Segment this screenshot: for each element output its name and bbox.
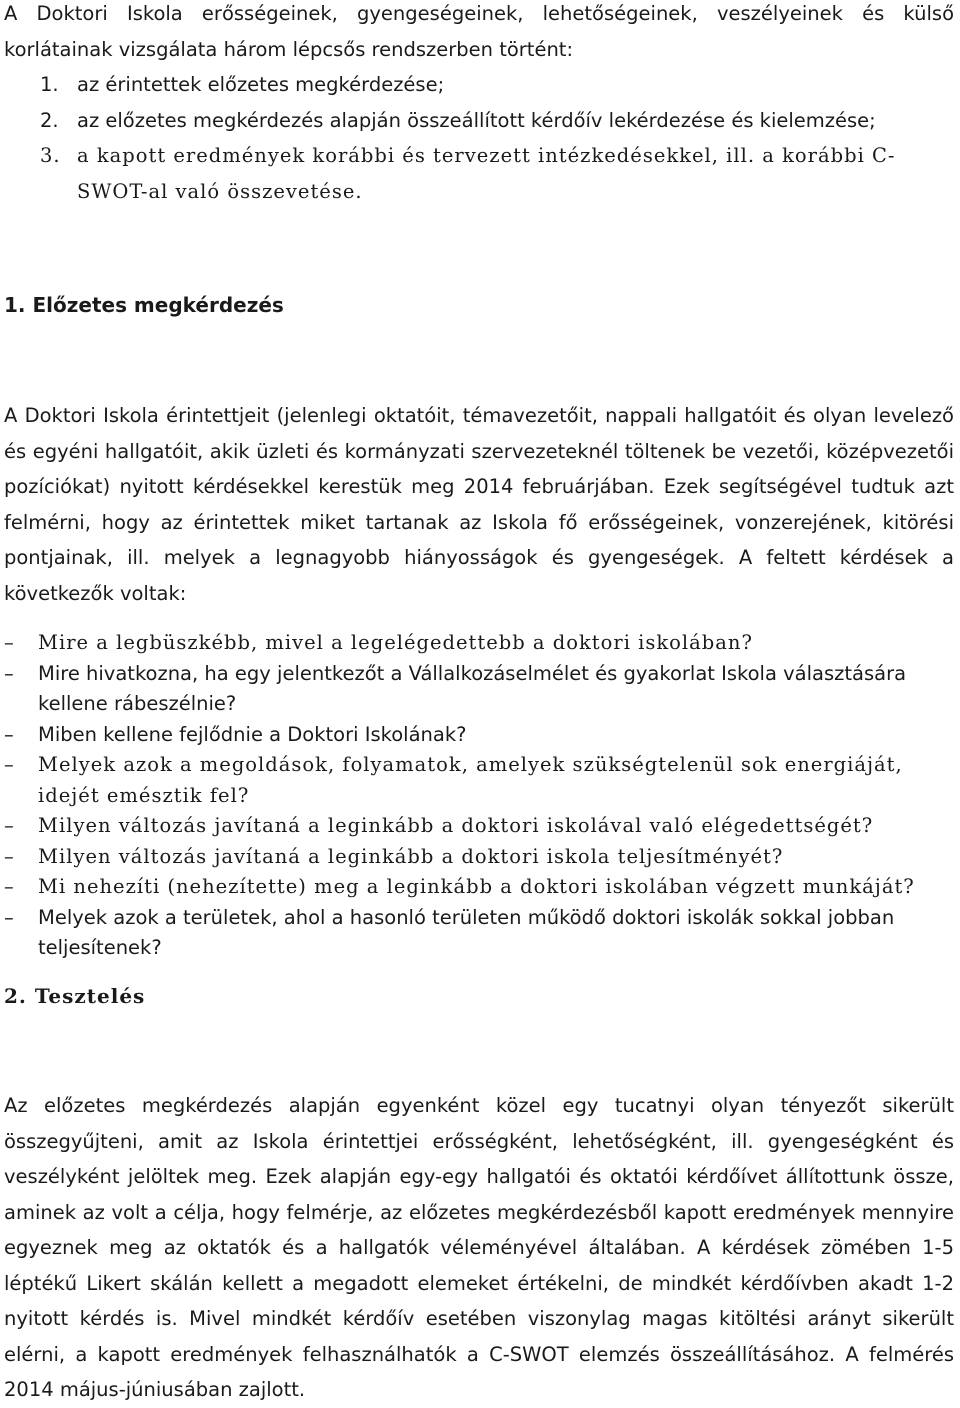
- question-text: Mire a legbüszkébb, mivel a legelégedettebb a doktori iskolában?: [38, 631, 753, 654]
- list-item: [4, 903, 954, 964]
- question-text: Miben kellene fejlődnie a Doktori Iskolának?: [38, 722, 467, 746]
- question-text: Melyek azok a megoldások, folyamatok, amelyek szükségtelenül sok energiáját, idejét emésztik fel?: [38, 753, 903, 807]
- list-item: [4, 103, 954, 139]
- questions-list: [4, 628, 954, 964]
- dash-bullet: –: [4, 661, 14, 685]
- list-item: [4, 138, 954, 209]
- dash-bullet: –: [4, 722, 14, 746]
- list-item: [4, 872, 954, 903]
- list-item: [4, 842, 954, 873]
- dash-bullet: –: [4, 905, 14, 929]
- list-item: [4, 628, 954, 659]
- list-item: [4, 659, 954, 720]
- intro-paragraph: A Doktori Iskola erősségeinek, gyengeségeinek, lehetőségeinek, veszélyeinek és külső korlátainak vizsgálata három lépcsős rendszerben történt:: [4, 2, 954, 61]
- intro-steps-list: [4, 67, 954, 209]
- section2-paragraph: Az előzetes megkérdezés alapján egyenként közel egy tucatnyi olyan tényezőt sikerült összegyűjteni, amit az Iskola érintettjei erősségként, lehetőségként, ill. gyengeségként és veszélyként jelöltek meg. Ezek alapján egy-egy hallgatói és oktatói kérdőívet állítottunk össze, aminek az volt a célja, hogy felmérje, az előzetes megkérdezésből kapott eredmények mennyire egyeznek meg az oktatók és a hallgatók véleményével általában. A kérdések zömében 1-5 léptékű Likert skálán kellett a megadott elemeket értékelni, de mindkét kérdőívben akadt 1-2 nyitott kérdés is. Mivel mindkét kérdőív esetében viszonylag magas kitöltési arányt sikerült elérni, a kapott eredmények felhasználhatók a C-SWOT elemzés összeállításához. A felmérés 2014 május-júniusában zajlott.: [4, 1094, 954, 1401]
- list-item: [4, 811, 954, 842]
- list-item-text: az érintettek előzetes megkérdezése;: [77, 73, 445, 96]
- list-number: 3.: [40, 144, 61, 167]
- list-number: 1.: [40, 73, 59, 96]
- dash-bullet: –: [4, 844, 15, 868]
- section-heading-teszteles: 2. Tesztelés: [4, 984, 146, 1008]
- question-text: Mi nehezíti (nehezítette) meg a leginkább a doktori iskolában végzett munkáját?: [38, 875, 915, 898]
- question-text: Mire hivatkozna, ha egy jelentkezőt a Vállalkozáselmélet és gyakorlat Iskola választására kellene rábeszélnie?: [38, 661, 907, 715]
- list-number: 2.: [40, 108, 59, 132]
- question-text: Milyen változás javítaná a leginkább a doktori iskola teljesítményét?: [38, 844, 784, 868]
- list-item: [4, 720, 954, 751]
- section1-paragraph: A Doktori Iskola érintettjeit (jelenlegi oktatóit, témavezetőit, nappali hallgatóit és olyan levelező és egyéni hallgatóit, akik üzleti és kormányzati szervezeteknél töltenek be vezetői, középvezetői pozíciókat) nyitott kérdésekkel kerestük meg 2014 februárjában. Ezek segítségével tudtuk azt felmérni, hogy az érintettek miket tartanak az Iskola fő erősségeinek, vonzerejének, kitörési pontjainak, ill. melyek a legnagyobb hiányosságok és gyengeségek. A feltett kérdések a következők voltak:: [4, 404, 954, 605]
- dash-bullet: –: [4, 631, 15, 654]
- section-heading-elozetes: 1. Előzetes megkérdezés: [4, 293, 284, 317]
- list-item: [4, 750, 954, 811]
- dash-bullet: –: [4, 875, 15, 898]
- question-text: Milyen változás javítaná a leginkább a doktori iskolával való elégedettségét?: [38, 814, 874, 837]
- dash-bullet: –: [4, 753, 15, 776]
- question-text: Melyek azok a területek, ahol a hasonló területen működő doktori iskolák sokkal jobban teljesítenek?: [38, 905, 895, 959]
- document-page: [4, 0, 954, 209]
- list-item: [4, 67, 954, 103]
- list-item-text: az előzetes megkérdezés alapján összeállított kérdőív lekérdezése és kielemzése;: [77, 108, 876, 132]
- dash-bullet: –: [4, 814, 15, 837]
- list-item-text: a kapott eredmények korábbi és tervezett intézkedésekkel, ill. a korábbi C-SWOT-al való összevetése.: [77, 144, 896, 203]
